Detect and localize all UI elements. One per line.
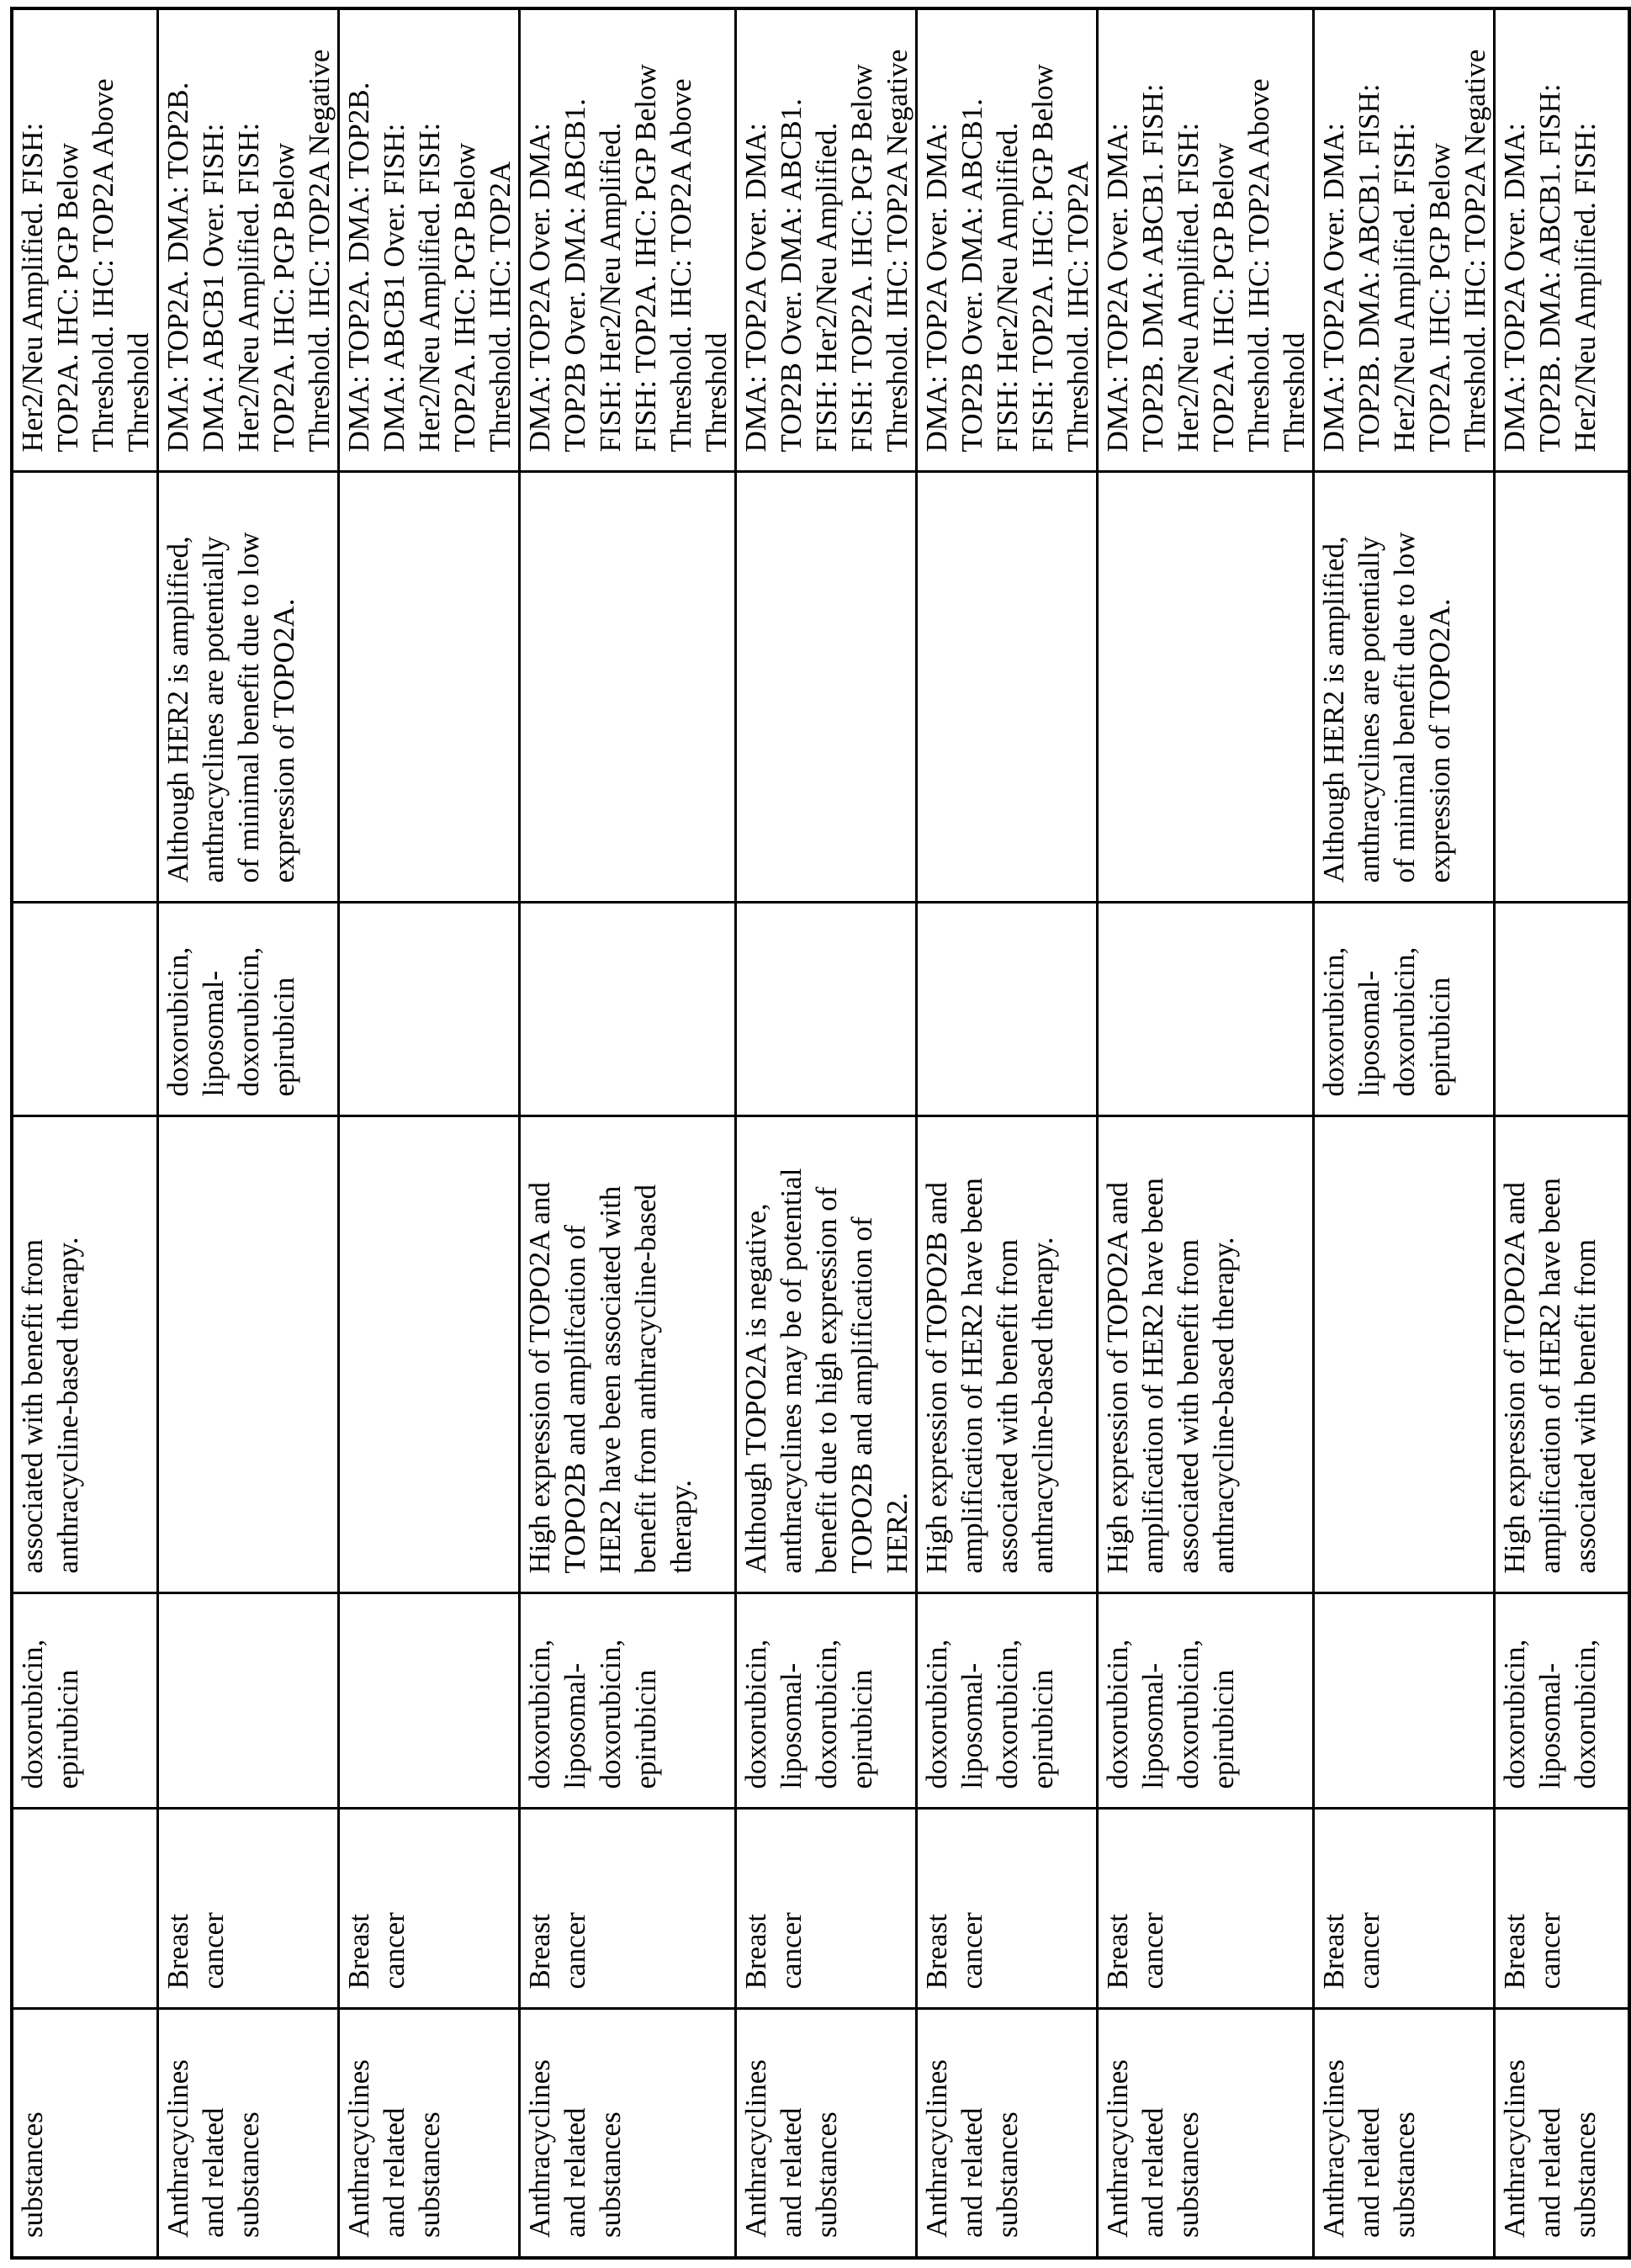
table-row [736,8,917,2258]
biomarker-results-cell: DMA: TOP2A. DMA: TOP2B. DMA: ABCB1 Over. FISH: Her2/Neu Amplified. FISH: TOP2A. IHC: PGP Below Threshold. IHC: TOP2A [339,8,520,472]
cancer-type-cell: Breast cancer [917,1809,1098,2009]
minimal-benefit-rationale-cell [1495,472,1630,903]
drug-class-cell: Anthracyclines and related substances [1098,2009,1314,2258]
table-row [917,8,1098,2258]
cancer-type-cell: Breast cancer [1495,1809,1630,2009]
benefit-rationale-cell: Although TOPO2A is negative, anthracyclines may be of potential benefit due to high expression of TOPO2B and amplification of HER2. [736,1116,917,1593]
benefit-drugs-cell [339,1593,520,1809]
minimal-benefit-rationale-cell [736,472,917,903]
drug-class-cell: substances [12,2009,158,2258]
minimal-benefit-rationale-cell: Although HER2 is amplified, anthracyclines are potentially of minimal benefit due to low expression of TOPO2A. [1314,472,1495,903]
minimal-benefit-rationale-cell [12,472,158,903]
benefit-drugs-cell: doxorubicin, liposomal- doxorubicin, epirubicin [917,1593,1098,1809]
minimal-benefit-drugs-cell [1495,903,1630,1116]
table-row [1314,8,1495,2258]
drug-class-cell: Anthracyclines and related substances [158,2009,339,2258]
table-row [158,8,339,2258]
benefit-drugs-cell: doxorubicin, liposomal- doxorubicin, epirubicin [520,1593,736,1809]
rotated-table-page [10,10,1585,2260]
biomarker-results-cell: DMA: TOP2A Over. DMA: TOP2B Over. DMA: ABCB1. FISH: Her2/Neu Amplified. FISH: TOP2A. IHC: PGP Below Threshold. IHC: TOP2A Negative [736,8,917,472]
cancer-type-cell: Breast cancer [339,1809,520,2009]
benefit-rationale-cell [1314,1116,1495,1593]
biomarker-results-cell: DMA: TOP2A Over. DMA: TOP2B Over. DMA: ABCB1. FISH: Her2/Neu Amplified. FISH: TOP2A. IHC: PGP Below Threshold. IHC: TOP2A Above Threshold [520,8,736,472]
biomarker-results-cell: Her2/Neu Amplified. FISH: TOP2A. IHC: PGP Below Threshold. IHC: TOP2A Above Threshold [12,8,158,472]
cancer-type-cell: Breast cancer [736,1809,917,2009]
drug-class-cell: Anthracyclines and related substances [1314,2009,1495,2258]
benefit-rationale-cell: High expression of TOPO2A and amplification of HER2 have been associated with benefit from [1495,1116,1630,1593]
benefit-drugs-cell [1314,1593,1495,1809]
drug-class-cell: Anthracyclines and related substances [339,2009,520,2258]
minimal-benefit-drugs-cell [917,903,1098,1116]
benefit-rationale-cell: associated with benefit from anthracycline-based therapy. [12,1116,158,1593]
biomarker-results-cell: DMA: TOP2A. DMA: TOP2B. DMA: ABCB1 Over. FISH: Her2/Neu Amplified. FISH: TOP2A. IHC: PGP Below Threshold. IHC: TOP2A Negative [158,8,339,472]
cancer-type-cell [12,1809,158,2009]
benefit-rationale-cell: High expression of TOPO2A and amplification of HER2 have been associated with benefit from anthracycline-based therapy. [1098,1116,1314,1593]
drug-class-cell: Anthracyclines and related substances [736,2009,917,2258]
table-row [1098,8,1314,2258]
benefit-rationale-cell [339,1116,520,1593]
biomarker-therapy-table [10,7,1631,2260]
benefit-drugs-cell: doxorubicin, liposomal- doxorubicin, [1495,1593,1630,1809]
drug-class-cell: Anthracyclines and related substances [1495,2009,1630,2258]
biomarker-results-cell: DMA: TOP2A Over. DMA: TOP2B. DMA: ABCB1. FISH: Her2/Neu Amplified. FISH: TOP2A. IHC: PGP Below Threshold. IHC: TOP2A Above Threshold [1098,8,1314,472]
minimal-benefit-drugs-cell [1098,903,1314,1116]
table-row [339,8,520,2258]
benefit-drugs-cell: doxorubicin, liposomal- doxorubicin, epirubicin [736,1593,917,1809]
benefit-drugs-cell: doxorubicin, epirubicin [12,1593,158,1809]
minimal-benefit-drugs-cell [12,903,158,1116]
minimal-benefit-drugs-cell [736,903,917,1116]
minimal-benefit-rationale-cell [917,472,1098,903]
minimal-benefit-rationale-cell [339,472,520,903]
cancer-type-cell: Breast cancer [158,1809,339,2009]
minimal-benefit-rationale-cell: Although HER2 is amplified, anthracyclines are potentially of minimal benefit due to low expression of TOPO2A. [158,472,339,903]
minimal-benefit-drugs-cell [520,903,736,1116]
biomarker-results-cell: DMA: TOP2A Over. DMA: TOP2B. DMA: ABCB1. FISH: Her2/Neu Amplified. FISH: [1495,8,1630,472]
cancer-type-cell: Breast cancer [1314,1809,1495,2009]
minimal-benefit-rationale-cell [520,472,736,903]
drug-class-cell: Anthracyclines and related substances [520,2009,736,2258]
minimal-benefit-rationale-cell [1098,472,1314,903]
biomarker-results-cell: DMA: TOP2A Over. DMA: TOP2B. DMA: ABCB1. FISH: Her2/Neu Amplified. FISH: TOP2A. IHC: PGP Below Threshold. IHC: TOP2A Negative [1314,8,1495,472]
minimal-benefit-drugs-cell: doxorubicin, liposomal- doxorubicin, epirubicin [158,903,339,1116]
biomarker-results-cell: DMA: TOP2A Over. DMA: TOP2B Over. DMA: ABCB1. FISH: Her2/Neu Amplified. FISH: TOP2A. IHC: PGP Below Threshold. IHC: TOP2A [917,8,1098,472]
table-row [12,8,158,2258]
benefit-rationale-cell: High expression of TOPO2A and TOPO2B and amplifcation of HER2 have been associated with benefit from anthracycline-based therapy. [520,1116,736,1593]
cancer-type-cell: Breast cancer [1098,1809,1314,2009]
cancer-type-cell: Breast cancer [520,1809,736,2009]
benefit-drugs-cell [158,1593,339,1809]
minimal-benefit-drugs-cell: doxorubicin, liposomal- doxorubicin, epirubicin [1314,903,1495,1116]
drug-class-cell: Anthracyclines and related substances [917,2009,1098,2258]
table-row [1495,8,1630,2258]
minimal-benefit-drugs-cell [339,903,520,1116]
benefit-rationale-cell [158,1116,339,1593]
table-row [520,8,736,2258]
benefit-drugs-cell: doxorubicin, liposomal- doxorubicin, epirubicin [1098,1593,1314,1809]
benefit-rationale-cell: High expression of TOPO2B and amplification of HER2 have been associated with benefit from anthracycline-based therapy. [917,1116,1098,1593]
